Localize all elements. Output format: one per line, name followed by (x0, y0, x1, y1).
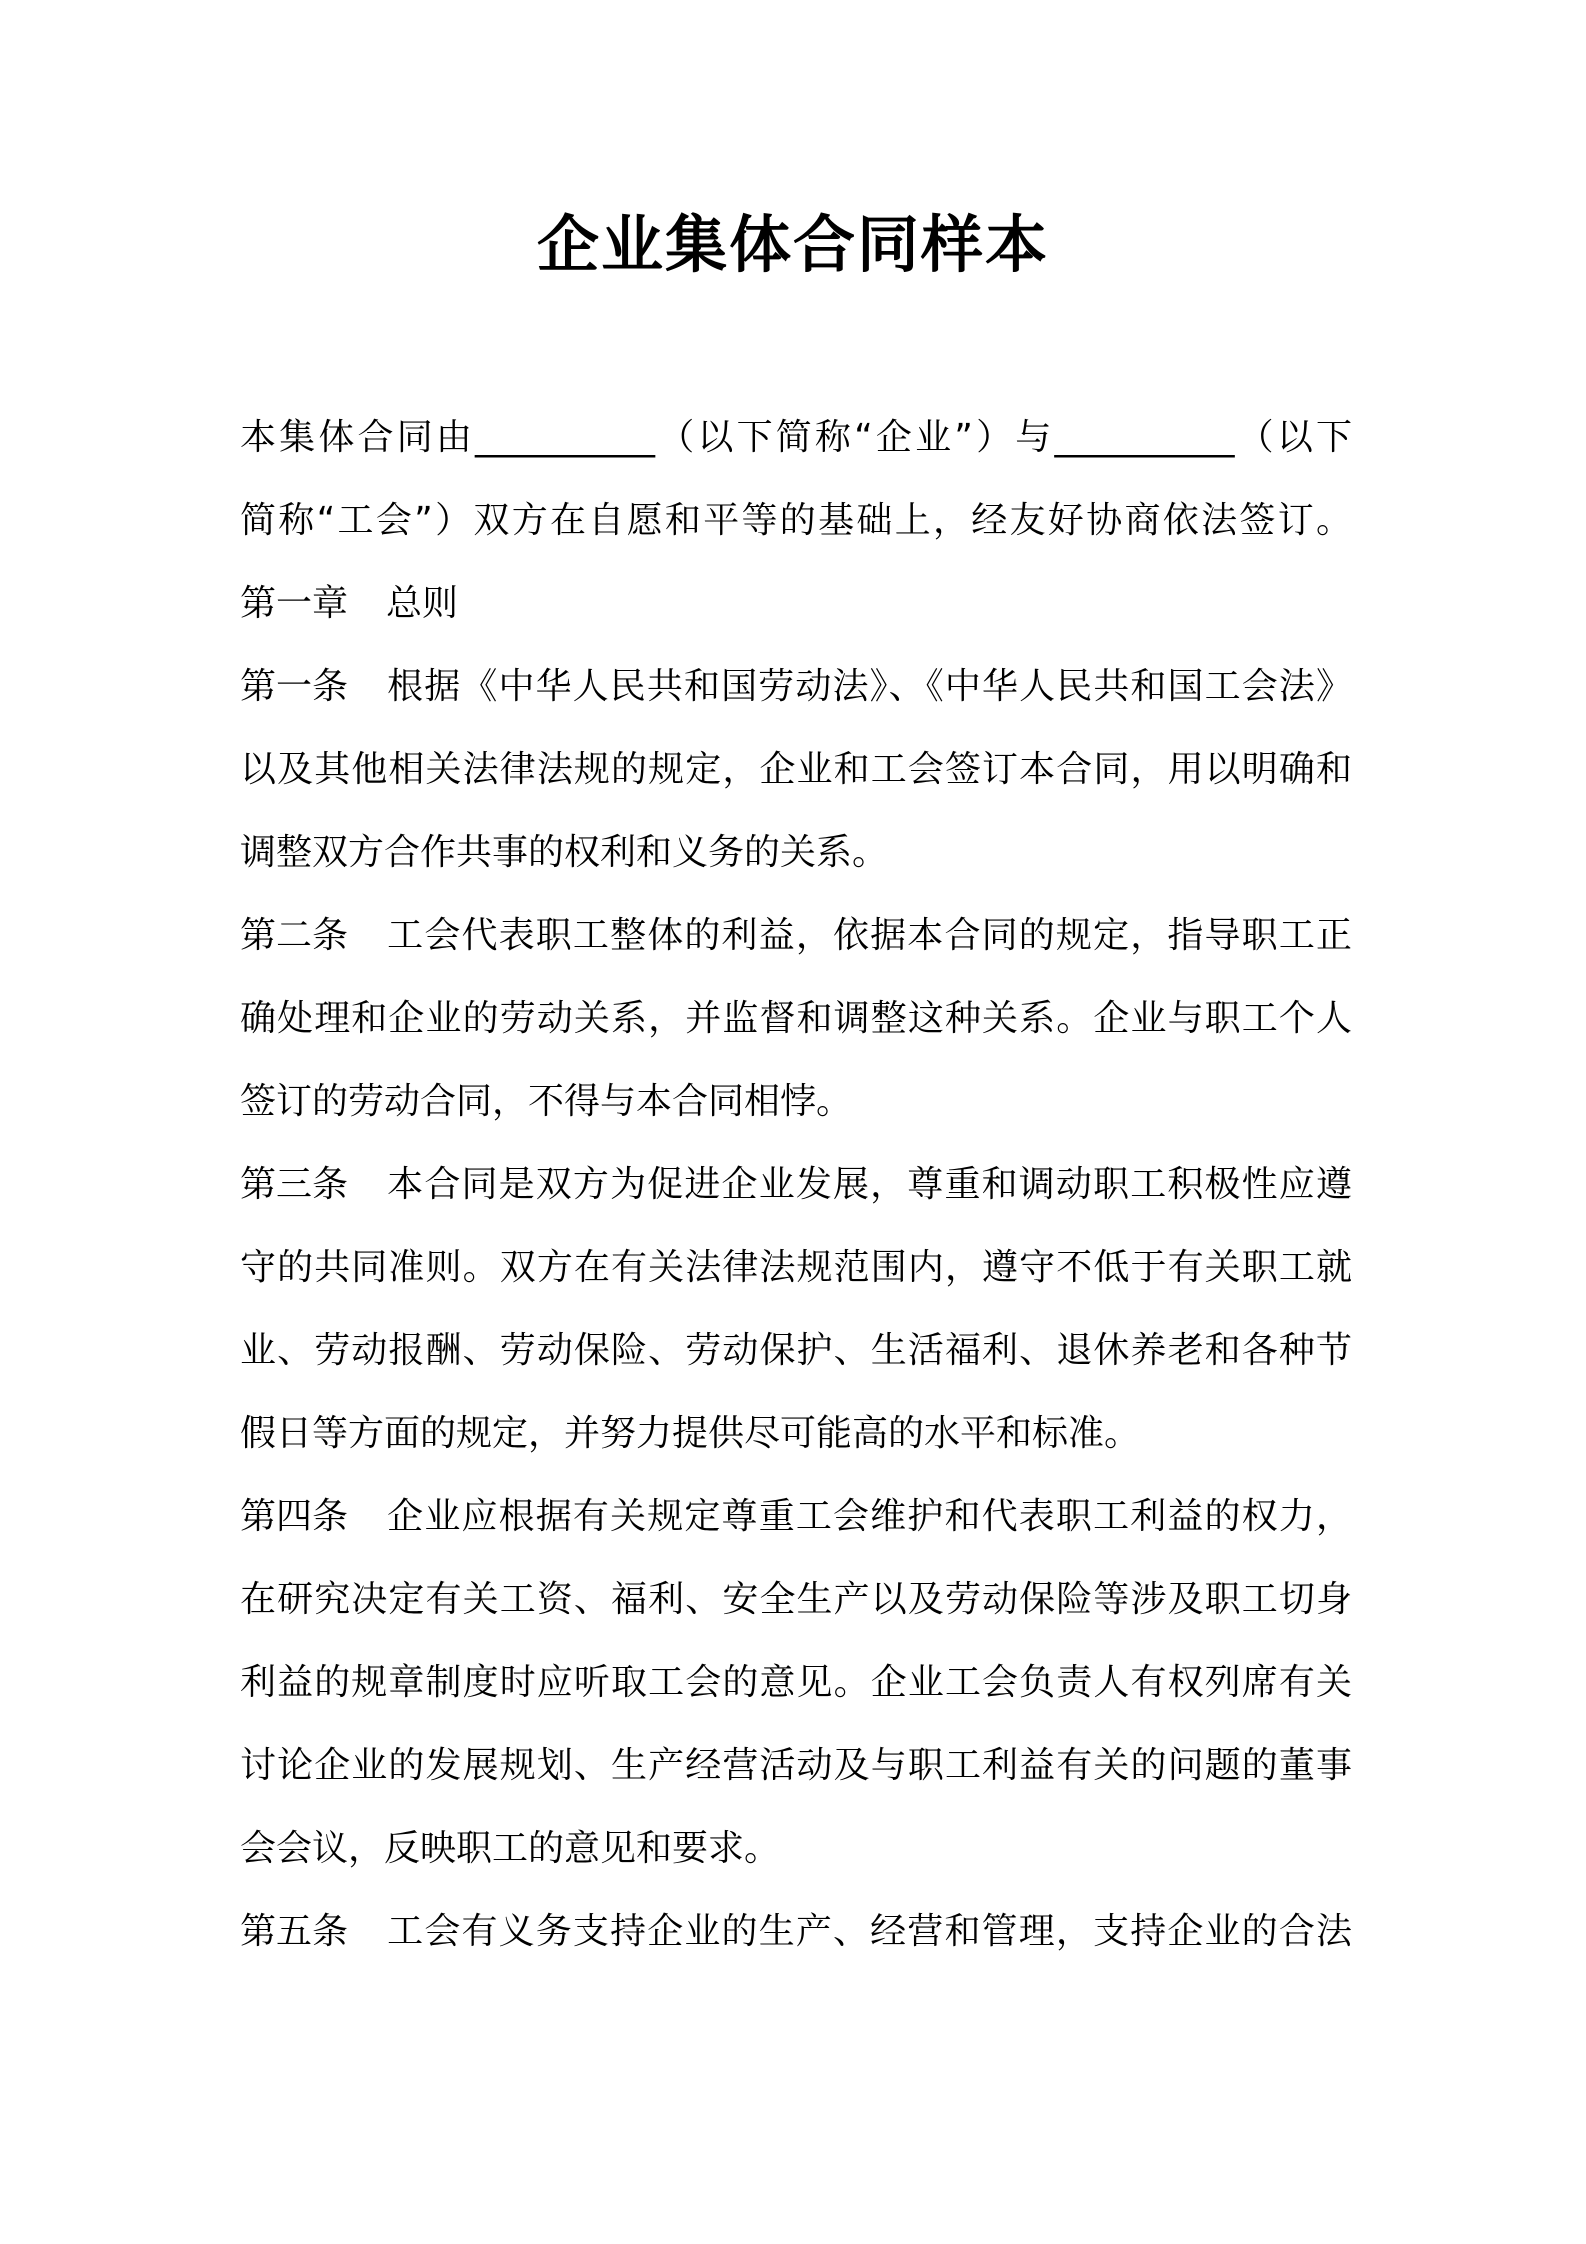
line-text: 假日等方面的规定，并努力提供尽可能高的水平和标准。 (240, 1413, 1141, 1454)
line-text: 本集体合同由__________（以下简称“企业”）与__________（以下 (240, 417, 1352, 458)
line-text: 工会有义务支持企业的生产、经营和管理，支持企业的合法 (386, 1911, 1352, 1952)
text-line (240, 977, 1352, 1060)
article-number: 第四条 (240, 1496, 349, 1537)
text-line (240, 1060, 1352, 1143)
line-text: 在研究决定有关工资、福利、安全生产以及劳动保险等涉及职工切身 (240, 1579, 1352, 1620)
document-title: 企业集体合同样本 (536, 208, 1049, 281)
line-text: 讨论企业的发展规划、生产经营活动及与职工利益有关的问题的董事 (240, 1745, 1352, 1786)
article-number: 第五条 (240, 1911, 349, 1952)
text-line (240, 1807, 1352, 1890)
text-line (240, 1558, 1352, 1641)
article-number: 第一章 (240, 583, 349, 624)
text-line (240, 811, 1352, 894)
line-text: 业、劳动报酬、劳动保险、劳动保护、生活福利、退休养老和各种节 (240, 1330, 1352, 1371)
article-number: 第二条 (240, 915, 349, 956)
line-text: 本合同是双方为促进企业发展，尊重和调动职工积极性应遵 (386, 1164, 1352, 1205)
line-text: 总则 (386, 583, 459, 624)
text-line (240, 1226, 1352, 1309)
line-text: 工会代表职工整体的利益，依据本合同的规定，指导职工正 (386, 915, 1352, 956)
line-text: 简称“工会”）双方在自愿和平等的基础上，经友好协商依法签订。 (240, 500, 1352, 541)
line-text: 签订的劳动合同，不得与本合同相悖。 (240, 1081, 853, 1122)
text-line (240, 1309, 1352, 1392)
line-text: 利益的规章制度时应听取工会的意见。企业工会负责人有权列席有关 (240, 1662, 1352, 1703)
article-heading-line (240, 562, 1352, 645)
text-line (240, 1641, 1352, 1724)
text-line (240, 479, 1352, 562)
line-text: 以及其他相关法律法规的规定，企业和工会签订本合同，用以明确和 (240, 749, 1352, 790)
line-text: 会会议，反映职工的意见和要求。 (240, 1828, 781, 1869)
line-text: 确处理和企业的劳动关系，并监督和调整这种关系。企业与职工个人 (240, 998, 1352, 1039)
text-line (240, 396, 1352, 479)
article-heading-line (240, 1475, 1352, 1558)
line-text: 调整双方合作共事的权利和义务的关系。 (240, 832, 889, 873)
article-heading-line (240, 645, 1352, 728)
article-heading-line (240, 1143, 1352, 1226)
line-text: 企业应根据有关规定尊重工会维护和代表职工利益的权力， (386, 1496, 1352, 1537)
article-number: 第一条 (240, 666, 349, 707)
article-number: 第三条 (240, 1164, 349, 1205)
text-line (240, 1724, 1352, 1807)
text-line (240, 728, 1352, 811)
article-heading-line (240, 1890, 1352, 1973)
document-body (240, 396, 1352, 1973)
text-line (240, 1392, 1352, 1475)
article-heading-line (240, 894, 1352, 977)
line-text: 守的共同准则。双方在有关法律法规范围内，遵守不低于有关职工就 (240, 1247, 1352, 1288)
line-text: 根据《中华人民共和国劳动法》、《中华人民共和国工会法》 (386, 666, 1352, 707)
